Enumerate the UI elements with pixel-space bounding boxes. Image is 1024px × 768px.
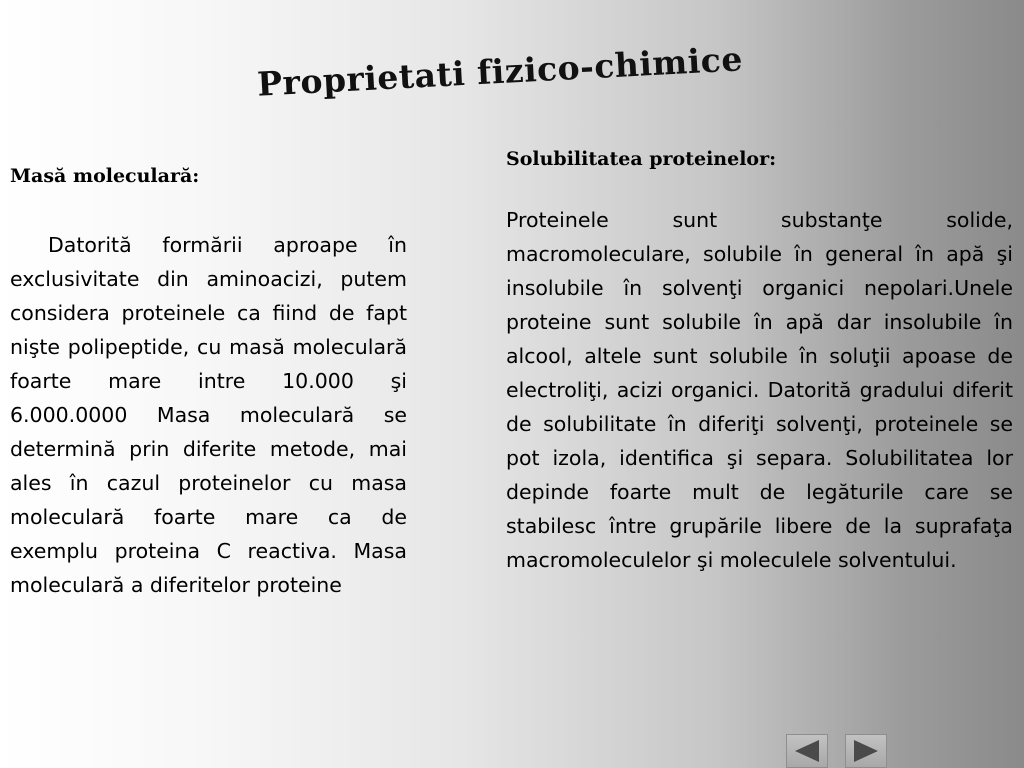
solubility-heading: Solubilitatea proteinelor:	[506, 148, 777, 170]
molecular-mass-heading: Masă moleculară:	[10, 165, 200, 187]
solubility-text: Proteinele sunt substanţe solide, macromoleculare, solubile în general în apă şi insolubile în solvenţi organici nepolari.Unele proteine sunt solubile în apă dar insolubile în alcool, altele sunt solubile în soluţii apoase de electroliţi, acizi organici. Datorită gradului diferit de solubilitate în diferiţi solvenţi, proteinele se pot izola, identifica şi separa. Solubilitatea lor depinde foarte mult de legăturile care se stabilesc între grupările libere de la suprafaţa macromoleculelor şi moleculele solventului.	[506, 208, 1013, 572]
molecular-mass-section	[10, 162, 407, 602]
next-slide-button[interactable]	[845, 734, 887, 768]
slide-title: Proprietati fizico-chimice	[256, 39, 744, 104]
triangle-left-icon	[792, 739, 822, 763]
solubility-section	[506, 145, 1013, 577]
molecular-mass-text: Datorită formării aproape în exclusivitate din aminoacizi, putem considera proteinele ca fiind de fapt nişte polipeptide, cu masă moleculară foarte mare intre 10.000 şi 6.000.0000 Masa moleculară se determină prin diferite metode, mai ales în cazul proteinelor cu masa moleculară foarte mare ca de exemplu proteina C reactiva. Masa moleculară a diferitelor proteine	[10, 233, 407, 597]
previous-slide-button[interactable]	[786, 734, 828, 768]
triangle-right-icon	[851, 739, 881, 763]
